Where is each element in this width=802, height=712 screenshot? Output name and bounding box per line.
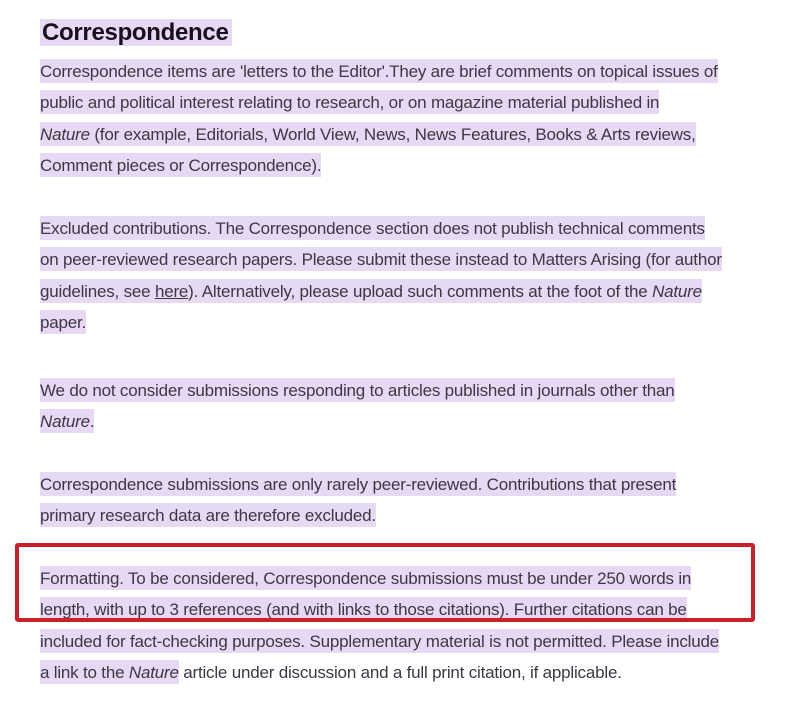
text-segment: public and political interest relating to research, or on magazine material published in (40, 90, 659, 114)
text-segment: (for example, Editorials, World View, News, News Features, Books & Arts reviews, (90, 122, 696, 146)
text-line (40, 629, 792, 654)
text-line (40, 279, 792, 304)
paragraph (40, 472, 792, 535)
nature-journal-name: Nature (652, 279, 702, 303)
text-line (40, 597, 792, 622)
text-line (40, 503, 792, 528)
text-line (40, 566, 792, 591)
page-title-text: Correspondence (40, 19, 232, 46)
text-segment: a link to the (40, 660, 129, 684)
text-segment: Correspondence submissions are only rarely peer-reviewed. Contributions that present (40, 472, 676, 496)
text-line (40, 59, 792, 84)
text-line (40, 660, 792, 685)
text-segment: Correspondence items are 'letters to the Editor'.They are brief comments on topical issues of (40, 59, 718, 83)
text-segment: Formatting. To be considered, Correspondence submissions must be under 250 words in (40, 566, 691, 590)
text-segment: length, with up to 3 references (and with links to those citations). Further citations can be (40, 597, 687, 621)
nature-journal-name: Nature (129, 660, 179, 684)
text-line (40, 122, 792, 147)
text-segment: on peer-reviewed research papers. Please submit these instead to Matters Arising (for author (40, 247, 722, 271)
paragraph (40, 59, 792, 184)
text-segment: primary research data are therefore excluded. (40, 503, 376, 527)
text-segment: Comment pieces or Correspondence). (40, 153, 321, 177)
text-line (40, 310, 792, 335)
text-line (40, 90, 792, 115)
here-link[interactable]: here (155, 279, 188, 303)
text-segment: guidelines, see (40, 279, 155, 303)
text-segment: ). Alternatively, please upload such comments at the foot of the (188, 279, 652, 303)
text-segment: paper. (40, 310, 86, 334)
text-segment: Excluded contributions. The Correspondence section does not publish technical comments (40, 216, 705, 240)
paragraph (40, 378, 792, 441)
text-segment: article under discussion and a full print citation, if applicable. (178, 662, 622, 682)
paragraph (40, 216, 792, 341)
text-line (40, 409, 792, 434)
nature-journal-name: Nature (40, 122, 90, 146)
text-line (40, 378, 792, 403)
text-segment: We do not consider submissions responding to articles published in journals other than (40, 378, 675, 402)
paragraph (40, 566, 792, 691)
nature-journal-name: Nature (40, 409, 90, 433)
text-line (40, 153, 792, 178)
text-line (40, 216, 792, 241)
text-line (40, 247, 792, 272)
text-segment: . (90, 409, 95, 433)
page-title (40, 19, 232, 47)
text-segment: included for fact-checking purposes. Supplementary material is not permitted. Please include (40, 629, 719, 653)
text-line (40, 472, 792, 497)
